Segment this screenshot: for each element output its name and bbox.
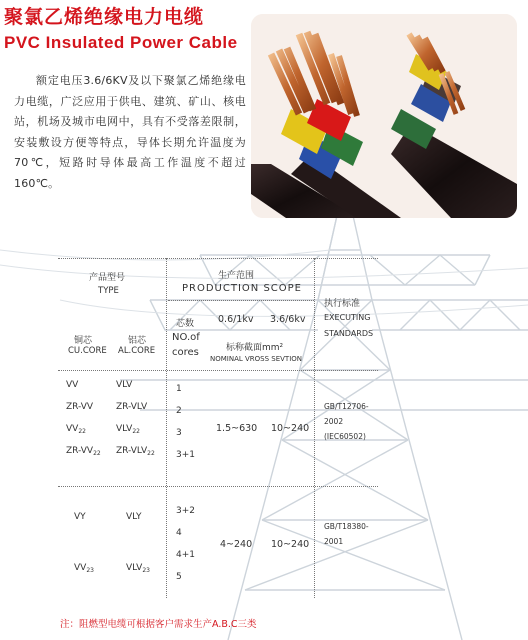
list-item: VV	[66, 380, 79, 390]
standard-header-en-1: EXECUTING	[324, 313, 371, 322]
group2-cu-list	[74, 512, 94, 574]
standard-line: 2001	[324, 537, 344, 546]
group2-standard	[324, 522, 369, 546]
table-rule	[58, 486, 378, 487]
table-rule	[58, 370, 378, 371]
al-header-en: AL.CORE	[118, 346, 156, 356]
standard-header-cn: 执行标准	[324, 299, 361, 309]
list-item: $VLV_{23}$	[126, 563, 150, 574]
list-item: ZR-VV	[66, 402, 94, 412]
voltage-1: 0.6/1kv	[218, 314, 254, 325]
group1-cu-list	[66, 380, 101, 457]
standard-line: GB/T12706-	[324, 402, 369, 411]
product-table	[58, 258, 528, 608]
section-header-cn: 标称截面mm²	[226, 343, 284, 353]
title-english: PVC Insulated Power Cable	[4, 33, 238, 52]
list-item: 4+1	[176, 550, 195, 560]
list-item: ZR-VLV	[116, 402, 148, 412]
group2-al-list	[126, 512, 150, 574]
table-rule	[166, 258, 167, 598]
type-header-en: TYPE	[98, 286, 119, 296]
table-rule	[58, 258, 378, 259]
group2-range-1: 4~240	[220, 539, 253, 550]
list-item: 1	[176, 384, 182, 394]
cu-header-en: CU.CORE	[68, 346, 107, 356]
group1-range-2: 10~240	[271, 423, 310, 434]
cores-header-cn: 芯数	[176, 319, 195, 329]
table-rule	[314, 258, 315, 598]
type-header-cn: 产品型号	[89, 273, 126, 283]
list-item: 3+1	[176, 450, 195, 460]
al-header-cn: 铝芯	[128, 336, 147, 346]
group1-al-list	[116, 380, 155, 457]
standard-line: (IEC60502)	[324, 432, 366, 441]
list-item: 3+2	[176, 506, 195, 516]
list-item: 4	[176, 528, 182, 538]
list-item: $VV_{23}$	[74, 563, 94, 574]
list-item: $ZR-VV_{22}$	[66, 446, 101, 457]
standard-line: GB/T18380-	[324, 522, 369, 531]
group1-standard	[324, 402, 369, 441]
scope-header-en: PRODUCTION SCOPE	[182, 283, 302, 294]
list-item: 3	[176, 428, 182, 438]
title-chinese: 聚氯乙烯绝缘电力电缆	[4, 6, 205, 28]
intro-paragraph: 额定电压3.6/6KV及以下聚氯乙烯绝缘电力电缆，广泛应用于供电、建筑、矿山、核电站，机场及城市电网中，具有不受落差限制，安装敷设方便等特点，导体长期允许温度为70℃，短路时导体最高工作温度不超过160℃。	[14, 74, 246, 190]
list-item: $ZR-VLV_{22}$	[116, 446, 155, 457]
standard-line: 2002	[324, 417, 344, 426]
group1-range-1: 1.5~630	[216, 423, 258, 434]
list-item: $VLV_{22}$	[116, 424, 140, 435]
cable-photo	[251, 14, 517, 218]
list-item: VLV	[116, 380, 133, 390]
list-item: VY	[74, 512, 86, 522]
list-item: 2	[176, 406, 182, 416]
group2-cores-list	[176, 506, 195, 582]
cores-header-en-1: NO.of	[172, 332, 200, 343]
scope-header-cn: 生产范围	[218, 271, 255, 281]
voltage-2: 3.6/6kv	[270, 314, 306, 325]
table-rule	[168, 300, 314, 301]
footnote: 注：阻燃型电缆可根据客户需求生产A.B.C三类	[60, 619, 257, 630]
cores-header-en-2: cores	[172, 347, 199, 358]
group2-range-2: 10~240	[271, 539, 310, 550]
section-header-en: NOMINAL VROSS SEVTION	[210, 355, 303, 363]
list-item: VLY	[126, 512, 142, 522]
cu-header-cn: 铜芯	[74, 336, 93, 346]
list-item: 5	[176, 572, 182, 582]
list-item: $VV_{22}$	[66, 424, 86, 435]
standard-header-en-2: STANDARDS	[324, 329, 374, 338]
group1-cores-list	[176, 384, 195, 460]
